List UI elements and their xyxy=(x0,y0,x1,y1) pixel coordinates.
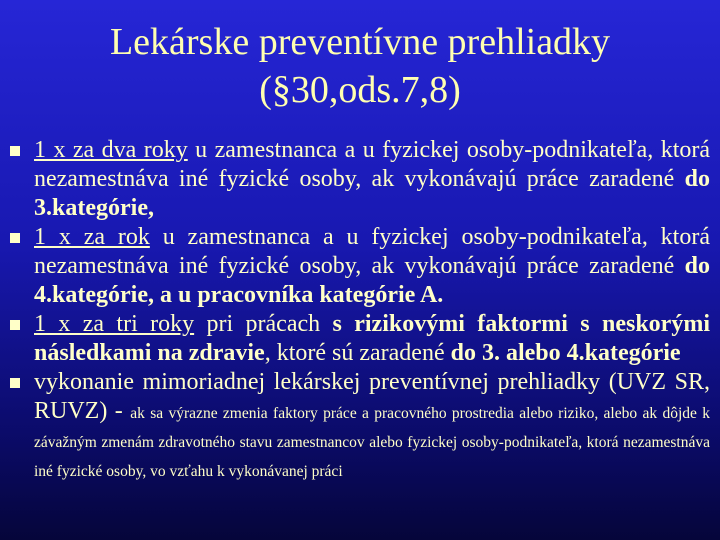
list-item xyxy=(10,136,710,223)
item-text: vykonanie mimoriadnej lekárskej preventívnej prehliadky (UVZ SR, RUVZ) - xyxy=(34,369,710,424)
item-text: , ktoré sú zaradené xyxy=(264,340,451,366)
square-bullet-icon xyxy=(10,146,20,156)
frequency-text: 1 x za dva roky xyxy=(34,137,188,163)
item-detail-text: ak sa výrazne zmenia faktory práce a pracovného prostredia alebo riziko, alebo ak dôjde k závažným zmenám zdravotného stavu zamestnancov alebo fyzickej osoby-podnikateľa, ktorá nezamestnáva iné fyzické osoby, vo vzťahu k vykonávanej práci xyxy=(34,405,710,480)
title-line-2: (§30,ods.7,8) xyxy=(259,69,461,111)
item-text: u zamestnanca a u fyzickej osoby-podnikateľa, ktorá nezamestnáva iné fyzické osoby, ak vykonávajú práce zaradené xyxy=(34,137,711,192)
title-line-1: Lekárske preventívne prehliadky xyxy=(109,21,611,63)
frequency-text: 1 x za rok xyxy=(34,224,150,250)
square-bullet-icon xyxy=(10,320,20,330)
category-text: do 4.kategórie, a u pracovníka kategórie A. xyxy=(34,253,710,308)
frequency-text: 1 x za tri roky xyxy=(34,311,195,337)
list-item xyxy=(10,223,710,310)
list-item xyxy=(10,368,710,484)
item-text: u zamestnanca a u fyzickej osoby-podnikateľa, ktorá nezamestnáva iné fyzické osoby, ak vykonávajú práce zaradené xyxy=(34,224,710,279)
list-item xyxy=(10,310,710,368)
slide-title xyxy=(0,18,720,114)
category-text: do 3. alebo 4.kategórie xyxy=(450,340,681,366)
square-bullet-icon xyxy=(10,378,20,388)
square-bullet-icon xyxy=(10,233,20,243)
risk-factors-text: s rizikovými faktormi s neskorými následkami na zdravie xyxy=(34,311,710,366)
bullet-list xyxy=(10,136,710,484)
item-text: pri prácach xyxy=(194,311,333,337)
category-text: do 3.kategórie, xyxy=(34,166,710,221)
